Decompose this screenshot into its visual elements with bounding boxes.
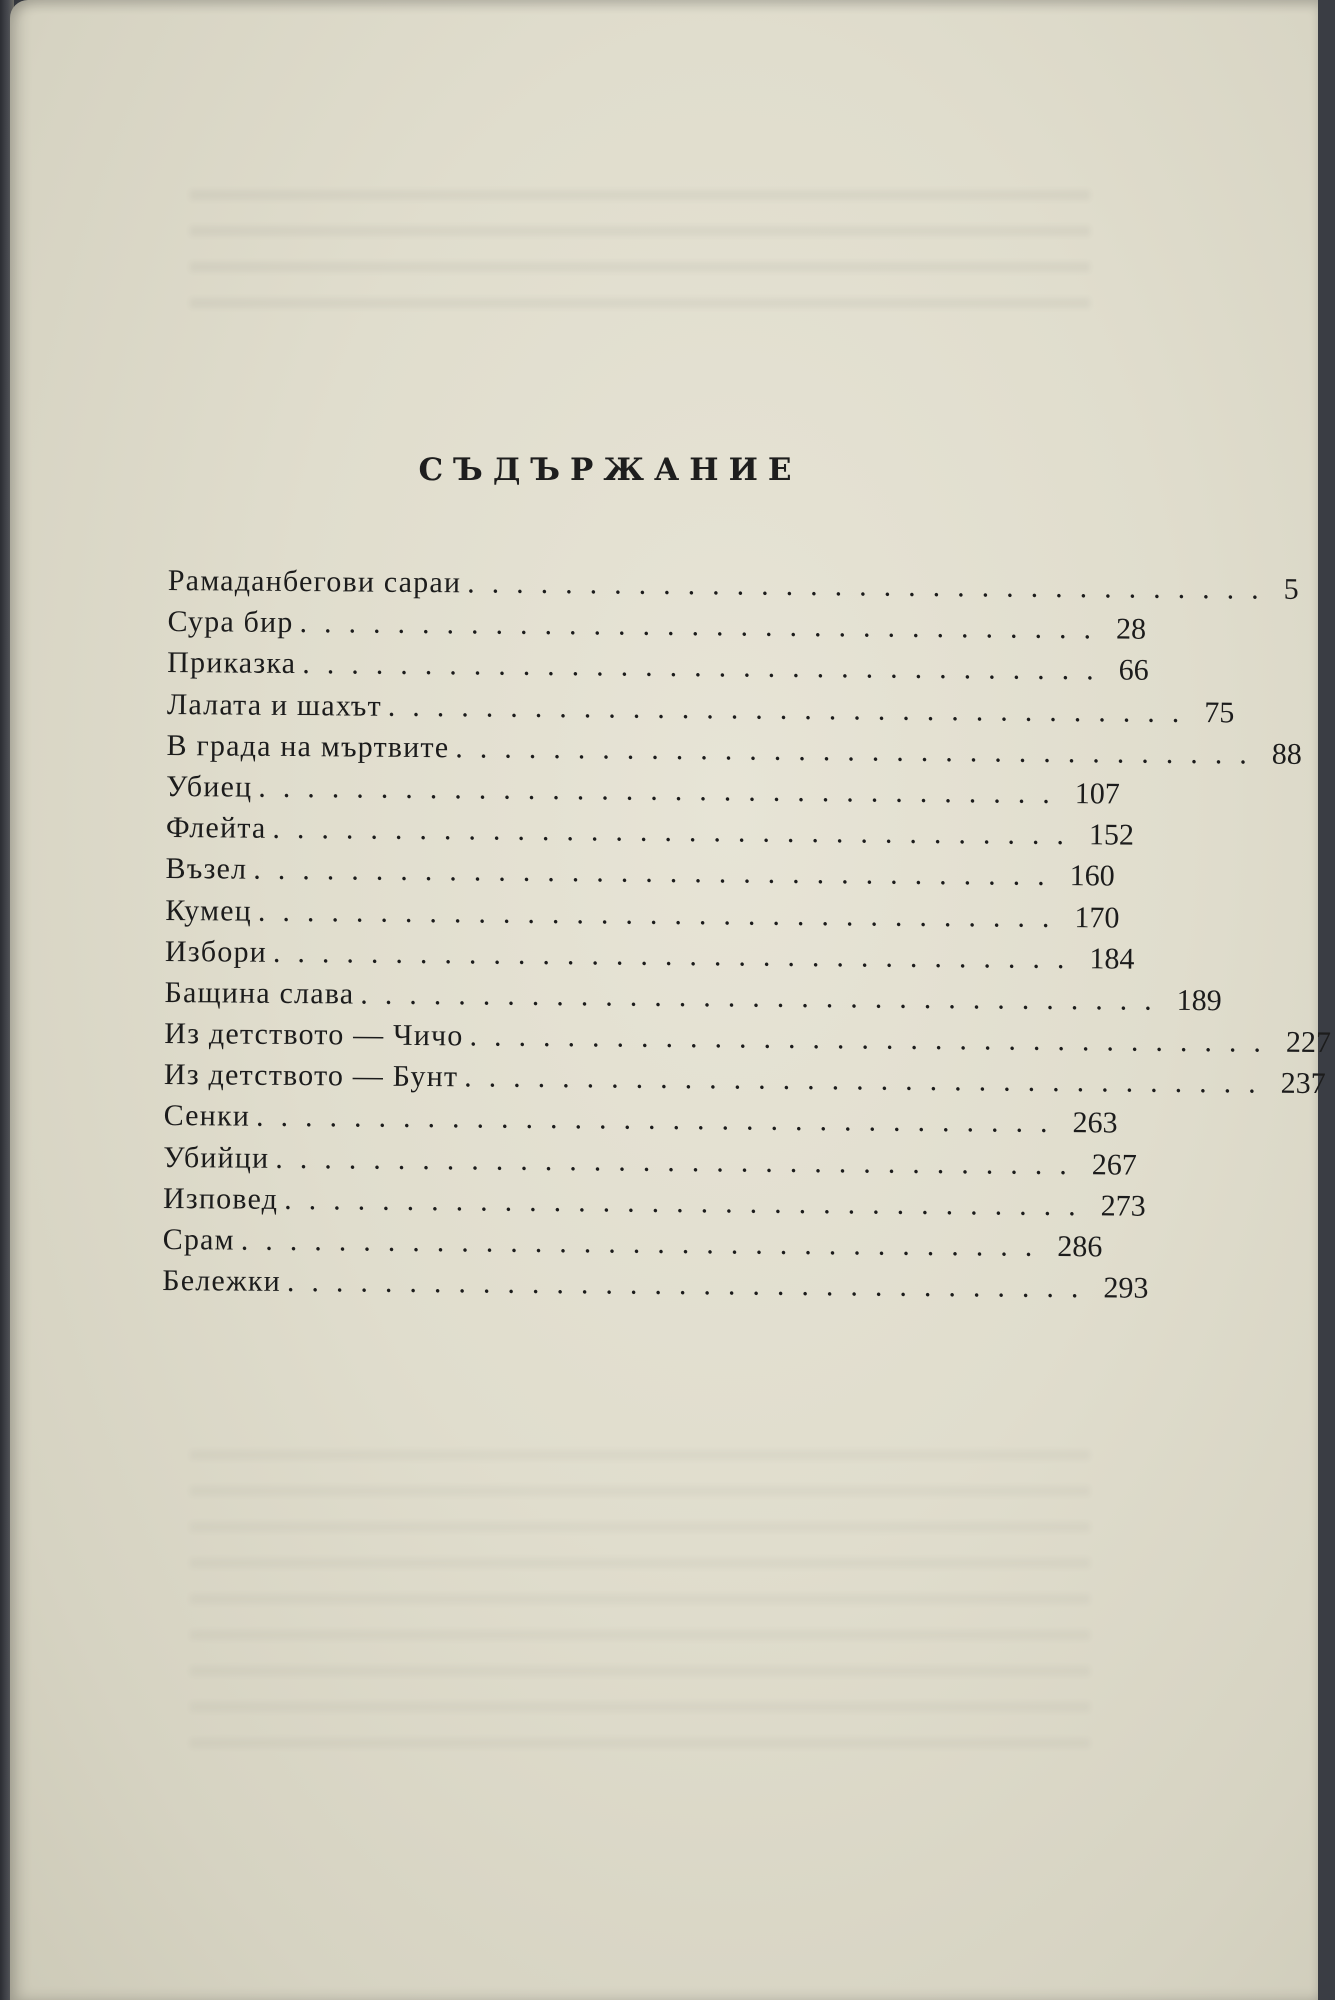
toc-entry-title: Бащина слава	[164, 975, 355, 1011]
toc-entry-title: Кумец	[165, 893, 253, 928]
show-through-text-lower	[190, 1450, 1090, 1750]
toc-entry	[166, 728, 1302, 777]
toc-entry-page: 152	[1088, 818, 1135, 852]
toc-entry-title: Срам	[162, 1222, 235, 1257]
toc-entry-page: 88	[1271, 737, 1302, 771]
toc-entry	[164, 934, 1135, 983]
dot-leader: .................................	[275, 1141, 1084, 1181]
dot-leader: .................................	[360, 977, 1169, 1017]
toc-entry-title: Из детството — Чичо	[164, 1017, 464, 1053]
dot-leader: .................................	[253, 852, 1062, 893]
toc-entry-page: 28	[1115, 612, 1147, 646]
toc-entry-page: 237	[1280, 1067, 1326, 1101]
dot-leader: .................................	[387, 689, 1197, 729]
toc-entry	[165, 852, 1115, 900]
dot-leader: .................................	[299, 606, 1109, 646]
dot-leader: .................................	[302, 647, 1111, 687]
dot-leader: .................................	[272, 935, 1082, 975]
dot-leader: .................................	[464, 1060, 1273, 1100]
dot-leader: .................................	[257, 894, 1067, 934]
dot-leader: .................................	[258, 770, 1067, 811]
toc-entry	[162, 1222, 1103, 1271]
toc-entry-page: 263	[1072, 1106, 1118, 1140]
toc-entry-page: 267	[1091, 1147, 1137, 1182]
toc-entry-title: Избори	[164, 934, 268, 969]
toc-entry	[166, 769, 1120, 818]
toc-entry-page: 5	[1283, 572, 1299, 606]
toc-entry	[167, 564, 1299, 612]
toc-entry-page: 170	[1074, 900, 1120, 934]
toc-entry-page: 286	[1057, 1230, 1103, 1264]
toc-entry	[162, 1264, 1149, 1312]
toc-entry-title: Изповед	[162, 1181, 279, 1216]
toc-entry-page: 293	[1103, 1271, 1149, 1305]
toc-entry	[165, 893, 1120, 941]
toc-entry-title: Рамаданбегови сараи	[167, 564, 462, 600]
toc-entry-page: 273	[1100, 1189, 1146, 1223]
page-title: СЪДЪРЖАНИЕ	[418, 452, 802, 488]
dot-leader: .................................	[255, 1100, 1065, 1140]
toc-entry	[166, 687, 1235, 736]
toc-entry-title: Лалата и шахът	[166, 687, 383, 723]
dot-leader: .................................	[467, 566, 1276, 606]
toc-entry-title: Флейта	[165, 811, 267, 845]
dot-leader: .................................	[272, 811, 1082, 852]
toc-entry-page: 75	[1204, 695, 1235, 729]
toc-entry-title: Възел	[165, 852, 248, 886]
dot-leader: .................................	[240, 1223, 1050, 1263]
toc-entry-title: Приказка	[167, 646, 297, 681]
toc-entry-page: 66	[1118, 653, 1149, 688]
table-of-contents	[162, 564, 1332, 1312]
toc-entry-page: 107	[1074, 777, 1120, 811]
toc-entry-title: В града на мъртвите	[166, 728, 450, 764]
show-through-text	[190, 190, 1090, 310]
toc-entry	[163, 1058, 1326, 1106]
dot-leader: .................................	[455, 731, 1264, 771]
toc-entry	[167, 646, 1149, 694]
toc-entry	[164, 1017, 1332, 1065]
dot-leader: .................................	[286, 1265, 1096, 1305]
toc-entry	[167, 605, 1147, 653]
toc-entry-title: Сура бир	[167, 605, 294, 640]
toc-entry-page: 160	[1069, 859, 1115, 893]
toc-entry	[162, 1181, 1146, 1230]
toc-entry-title: Бележки	[162, 1264, 282, 1299]
dot-leader: .................................	[284, 1182, 1093, 1223]
dot-leader: .................................	[469, 1019, 1279, 1059]
toc-entry	[164, 975, 1222, 1024]
toc-entry-page: 189	[1176, 983, 1222, 1018]
toc-entry-page: 184	[1089, 941, 1135, 976]
toc-entry-page: 227	[1285, 1025, 1332, 1060]
toc-entry-title: Убийци	[163, 1140, 270, 1175]
book-page	[10, 0, 1332, 2000]
toc-entry	[165, 811, 1135, 859]
toc-entry-title: Из детството — Бунт	[163, 1058, 459, 1094]
toc-entry	[163, 1140, 1137, 1189]
toc-entry-title: Сенки	[163, 1099, 251, 1134]
toc-entry-title: Убиец	[166, 769, 253, 804]
toc-entry	[163, 1099, 1118, 1147]
